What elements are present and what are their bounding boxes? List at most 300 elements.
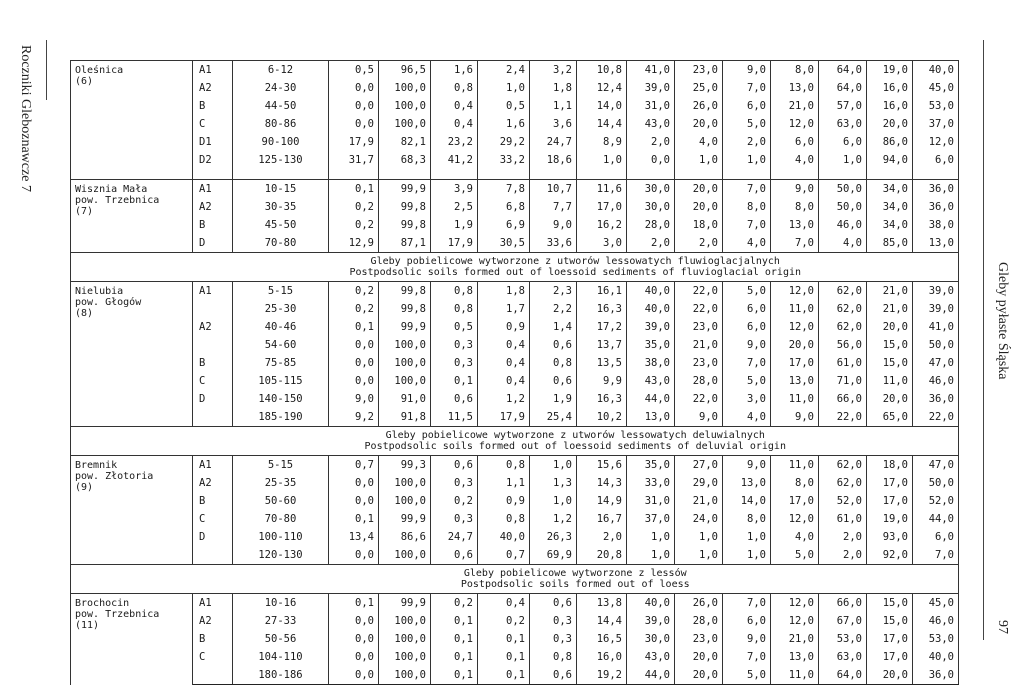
value-cell: 11,0 <box>867 372 913 390</box>
value-cell: 0,6 <box>431 390 478 408</box>
value-cell: 64,0 <box>819 666 867 685</box>
value-cell: 6,0 <box>913 151 959 169</box>
value-cell: 96,5 <box>379 61 431 80</box>
value-cell: 1,8 <box>478 282 530 301</box>
value-cell: 3,2 <box>530 61 577 80</box>
value-cell: 0,0 <box>329 666 379 685</box>
table-row <box>71 648 959 666</box>
value-cell: 0,3 <box>530 612 577 630</box>
value-cell: 0,1 <box>478 648 530 666</box>
section-header-row <box>71 427 959 456</box>
depth-cell: 180-186 <box>233 666 329 685</box>
location-cell <box>71 180 193 253</box>
value-cell: 15,0 <box>867 612 913 630</box>
location-name: Brochocin <box>75 598 130 609</box>
value-cell: 11,0 <box>771 666 819 685</box>
value-cell: 69,9 <box>530 546 577 565</box>
value-cell: 9,0 <box>329 390 379 408</box>
table-row <box>71 300 959 318</box>
value-cell: 43,0 <box>627 372 675 390</box>
spacer-cell <box>530 169 577 180</box>
value-cell: 40,0 <box>627 282 675 301</box>
value-cell: 0,4 <box>431 97 478 115</box>
value-cell: 99,9 <box>379 594 431 613</box>
value-cell: 0,8 <box>431 79 478 97</box>
value-cell: 0,0 <box>329 115 379 133</box>
value-cell: 7,0 <box>723 180 771 199</box>
value-cell: 12,9 <box>329 234 379 253</box>
value-cell: 0,8 <box>530 354 577 372</box>
value-cell: 17,0 <box>867 648 913 666</box>
value-cell: 16,7 <box>577 510 627 528</box>
value-cell: 1,6 <box>478 115 530 133</box>
value-cell: 0,2 <box>431 492 478 510</box>
value-cell: 0,0 <box>329 612 379 630</box>
value-cell: 27,0 <box>675 456 723 475</box>
value-cell: 7,0 <box>723 216 771 234</box>
value-cell: 53,0 <box>913 97 959 115</box>
value-cell: 23,0 <box>675 354 723 372</box>
value-cell: 20,8 <box>577 546 627 565</box>
value-cell: 15,0 <box>867 354 913 372</box>
value-cell: 1,0 <box>675 528 723 546</box>
value-cell: 10,2 <box>577 408 627 427</box>
value-cell: 18,0 <box>867 456 913 475</box>
value-cell: 0,1 <box>478 630 530 648</box>
value-cell: 1,0 <box>675 546 723 565</box>
value-cell: 91,8 <box>379 408 431 427</box>
value-cell: 43,0 <box>627 648 675 666</box>
value-cell: 13,5 <box>577 354 627 372</box>
value-cell: 0,5 <box>478 97 530 115</box>
table-row <box>71 612 959 630</box>
value-cell: 0,6 <box>530 372 577 390</box>
value-cell: 56,0 <box>819 336 867 354</box>
value-cell: 11,0 <box>771 456 819 475</box>
horizon-cell: A1 <box>193 61 233 80</box>
value-cell: 24,7 <box>530 133 577 151</box>
value-cell: 99,9 <box>379 180 431 199</box>
value-cell: 6,9 <box>478 216 530 234</box>
value-cell: 0,1 <box>478 666 530 685</box>
value-cell: 17,9 <box>329 133 379 151</box>
table-row <box>71 528 959 546</box>
value-cell: 23,0 <box>675 318 723 336</box>
value-cell: 1,9 <box>431 216 478 234</box>
value-cell: 21,0 <box>771 97 819 115</box>
value-cell: 16,2 <box>577 216 627 234</box>
value-cell: 99,3 <box>379 456 431 475</box>
value-cell: 17,0 <box>771 492 819 510</box>
location-number: (7) <box>75 206 94 217</box>
value-cell: 1,7 <box>478 300 530 318</box>
section-spacer-cell <box>71 427 193 456</box>
depth-cell: 27-33 <box>233 612 329 630</box>
value-cell: 2,0 <box>819 546 867 565</box>
value-cell: 0,3 <box>431 354 478 372</box>
depth-cell: 125-130 <box>233 151 329 169</box>
depth-cell: 105-115 <box>233 372 329 390</box>
value-cell: 93,0 <box>867 528 913 546</box>
value-cell: 36,0 <box>913 666 959 685</box>
value-cell: 100,0 <box>379 115 431 133</box>
value-cell: 17,0 <box>867 474 913 492</box>
spacer-cell <box>627 169 675 180</box>
value-cell: 21,0 <box>675 336 723 354</box>
value-cell: 61,0 <box>819 510 867 528</box>
value-cell: 0,2 <box>329 282 379 301</box>
depth-cell: 40-46 <box>233 318 329 336</box>
spacer-cell <box>771 169 819 180</box>
value-cell: 44,0 <box>913 510 959 528</box>
horizon-cell: B <box>193 630 233 648</box>
value-cell: 36,0 <box>913 198 959 216</box>
value-cell: 0,5 <box>431 318 478 336</box>
value-cell: 1,0 <box>627 546 675 565</box>
value-cell: 4,0 <box>723 408 771 427</box>
value-cell: 0,1 <box>431 372 478 390</box>
depth-cell: 6-12 <box>233 61 329 80</box>
value-cell: 7,0 <box>723 354 771 372</box>
section-title-pl: Gleby pobielicowe wytworzone z utworów lessowatych fluwioglacjalnych <box>370 256 780 267</box>
value-cell: 5,0 <box>723 115 771 133</box>
section-title-pl: Gleby pobielicowe wytworzone z utworów lessowatych deluwialnych <box>385 430 765 441</box>
running-head-left: Roczniki Gleboznawcze 7 <box>18 45 33 192</box>
value-cell: 6,0 <box>913 528 959 546</box>
value-cell: 50,0 <box>819 180 867 199</box>
horizon-cell: A2 <box>193 318 233 336</box>
value-cell: 64,0 <box>819 79 867 97</box>
value-cell: 30,0 <box>627 180 675 199</box>
horizon-cell: B <box>193 492 233 510</box>
depth-cell: 185-190 <box>233 408 329 427</box>
horizon-cell: D <box>193 234 233 253</box>
location-number: (8) <box>75 308 94 319</box>
value-cell: 16,1 <box>577 282 627 301</box>
depth-cell: 24-30 <box>233 79 329 97</box>
value-cell: 0,6 <box>530 336 577 354</box>
value-cell: 17,2 <box>577 318 627 336</box>
depth-cell: 104-110 <box>233 648 329 666</box>
depth-cell: 80-86 <box>233 115 329 133</box>
location-number: (9) <box>75 482 94 493</box>
horizon-cell: C <box>193 510 233 528</box>
value-cell: 28,0 <box>627 216 675 234</box>
value-cell: 0,8 <box>478 510 530 528</box>
value-cell: 11,0 <box>771 300 819 318</box>
value-cell: 12,0 <box>771 318 819 336</box>
value-cell: 9,0 <box>723 630 771 648</box>
value-cell: 47,0 <box>913 456 959 475</box>
spacer-cell <box>193 169 233 180</box>
value-cell: 14,0 <box>577 97 627 115</box>
value-cell: 1,0 <box>723 546 771 565</box>
section-header-row <box>71 253 959 282</box>
value-cell: 0,8 <box>478 456 530 475</box>
value-cell: 20,0 <box>867 390 913 408</box>
table-row <box>71 336 959 354</box>
location-county: pow. Trzebnica <box>75 609 160 620</box>
section-header <box>193 253 959 282</box>
value-cell: 66,0 <box>819 390 867 408</box>
table-row <box>71 61 959 80</box>
value-cell: 7,7 <box>530 198 577 216</box>
value-cell: 1,3 <box>530 474 577 492</box>
depth-cell: 54-60 <box>233 336 329 354</box>
horizon-cell: A2 <box>193 79 233 97</box>
value-cell: 1,0 <box>530 456 577 475</box>
value-cell: 12,0 <box>771 594 819 613</box>
value-cell: 66,0 <box>819 594 867 613</box>
value-cell: 14,3 <box>577 474 627 492</box>
table-row <box>71 372 959 390</box>
value-cell: 0,0 <box>329 372 379 390</box>
value-cell: 19,2 <box>577 666 627 685</box>
value-cell: 21,0 <box>867 282 913 301</box>
value-cell: 33,0 <box>627 474 675 492</box>
value-cell: 16,0 <box>867 97 913 115</box>
spacer-cell <box>723 169 771 180</box>
value-cell: 82,1 <box>379 133 431 151</box>
value-cell: 28,0 <box>675 612 723 630</box>
value-cell: 0,0 <box>329 648 379 666</box>
value-cell: 24,7 <box>431 528 478 546</box>
value-cell: 1,0 <box>530 492 577 510</box>
value-cell: 20,0 <box>675 648 723 666</box>
value-cell: 21,0 <box>675 492 723 510</box>
depth-cell: 90-100 <box>233 133 329 151</box>
table-row <box>71 198 959 216</box>
value-cell: 2,2 <box>530 300 577 318</box>
value-cell: 6,0 <box>771 133 819 151</box>
value-cell: 100,0 <box>379 612 431 630</box>
value-cell: 4,0 <box>723 234 771 253</box>
horizon-cell <box>193 300 233 318</box>
value-cell: 11,5 <box>431 408 478 427</box>
value-cell: 5,0 <box>723 666 771 685</box>
horizon-cell: D <box>193 528 233 546</box>
value-cell: 2,0 <box>723 133 771 151</box>
value-cell: 22,0 <box>913 408 959 427</box>
horizon-cell: D <box>193 390 233 408</box>
value-cell: 0,0 <box>329 336 379 354</box>
value-cell: 1,0 <box>723 528 771 546</box>
value-cell: 9,0 <box>771 408 819 427</box>
value-cell: 20,0 <box>867 666 913 685</box>
value-cell: 0,2 <box>329 216 379 234</box>
value-cell: 40,0 <box>478 528 530 546</box>
value-cell: 1,0 <box>478 79 530 97</box>
value-cell: 13,0 <box>723 474 771 492</box>
value-cell: 0,1 <box>329 180 379 199</box>
value-cell: 52,0 <box>913 492 959 510</box>
value-cell: 62,0 <box>819 300 867 318</box>
value-cell: 31,0 <box>627 97 675 115</box>
value-cell: 53,0 <box>913 630 959 648</box>
value-cell: 7,0 <box>723 594 771 613</box>
value-cell: 100,0 <box>379 79 431 97</box>
value-cell: 62,0 <box>819 456 867 475</box>
horizon-cell <box>193 666 233 685</box>
table-row <box>71 151 959 169</box>
value-cell: 0,4 <box>478 336 530 354</box>
location-number: (6) <box>75 76 94 87</box>
location-name: Oleśnica <box>75 65 124 76</box>
value-cell: 12,0 <box>771 510 819 528</box>
value-cell: 87,1 <box>379 234 431 253</box>
value-cell: 0,0 <box>627 151 675 169</box>
value-cell: 12,0 <box>771 115 819 133</box>
value-cell: 1,1 <box>478 474 530 492</box>
value-cell: 0,0 <box>329 97 379 115</box>
value-cell: 16,3 <box>577 390 627 408</box>
value-cell: 62,0 <box>819 318 867 336</box>
value-cell: 40,0 <box>627 594 675 613</box>
value-cell: 9,0 <box>723 456 771 475</box>
value-cell: 44,0 <box>627 390 675 408</box>
value-cell: 34,0 <box>867 216 913 234</box>
value-cell: 44,0 <box>627 666 675 685</box>
spacer-cell <box>71 169 193 180</box>
section-header <box>193 565 959 594</box>
value-cell: 1,2 <box>478 390 530 408</box>
depth-cell: 25-35 <box>233 474 329 492</box>
value-cell: 22,0 <box>819 408 867 427</box>
section-spacer-cell <box>71 565 193 594</box>
horizon-cell: D1 <box>193 133 233 151</box>
value-cell: 86,6 <box>379 528 431 546</box>
value-cell: 25,4 <box>530 408 577 427</box>
depth-cell: 100-110 <box>233 528 329 546</box>
value-cell: 6,8 <box>478 198 530 216</box>
spacer-cell <box>675 169 723 180</box>
value-cell: 0,4 <box>478 594 530 613</box>
spacer-cell <box>819 169 867 180</box>
value-cell: 24,0 <box>675 510 723 528</box>
value-cell: 38,0 <box>913 216 959 234</box>
depth-cell: 120-130 <box>233 546 329 565</box>
value-cell: 53,0 <box>819 630 867 648</box>
value-cell: 21,0 <box>867 300 913 318</box>
value-cell: 8,0 <box>771 61 819 80</box>
spacer-cell <box>867 169 913 180</box>
value-cell: 1,1 <box>530 97 577 115</box>
table-row <box>71 510 959 528</box>
section-title-en: Postpodsolic soils formed out of loessoid sediments of fluvioglacial origin <box>349 267 802 278</box>
value-cell: 0,1 <box>431 630 478 648</box>
value-cell: 0,1 <box>329 318 379 336</box>
table-row <box>71 630 959 648</box>
spacer-cell <box>329 169 379 180</box>
value-cell: 23,0 <box>675 61 723 80</box>
value-cell: 17,9 <box>478 408 530 427</box>
value-cell: 6,0 <box>723 612 771 630</box>
table-row <box>71 594 959 613</box>
location-name: Nielubia <box>75 286 124 297</box>
value-cell: 39,0 <box>627 79 675 97</box>
value-cell: 85,0 <box>867 234 913 253</box>
value-cell: 2,0 <box>577 528 627 546</box>
horizon-cell: B <box>193 354 233 372</box>
value-cell: 0,8 <box>431 300 478 318</box>
value-cell: 0,0 <box>329 354 379 372</box>
value-cell: 4,0 <box>771 528 819 546</box>
value-cell: 28,0 <box>675 372 723 390</box>
value-cell: 2,0 <box>627 234 675 253</box>
value-cell: 0,6 <box>431 456 478 475</box>
value-cell: 13,0 <box>913 234 959 253</box>
table-row <box>71 216 959 234</box>
value-cell: 8,0 <box>723 510 771 528</box>
value-cell: 30,0 <box>627 630 675 648</box>
value-cell: 0,2 <box>431 594 478 613</box>
value-cell: 22,0 <box>675 282 723 301</box>
value-cell: 22,0 <box>675 300 723 318</box>
value-cell: 1,6 <box>431 61 478 80</box>
depth-cell: 5-15 <box>233 282 329 301</box>
value-cell: 0,1 <box>329 594 379 613</box>
value-cell: 12,0 <box>913 133 959 151</box>
value-cell: 0,2 <box>329 198 379 216</box>
value-cell: 100,0 <box>379 372 431 390</box>
table-row <box>71 282 959 301</box>
value-cell: 19,0 <box>867 61 913 80</box>
value-cell: 13,0 <box>771 372 819 390</box>
value-cell: 3,6 <box>530 115 577 133</box>
value-cell: 33,6 <box>530 234 577 253</box>
depth-cell: 45-50 <box>233 216 329 234</box>
value-cell: 1,0 <box>627 528 675 546</box>
value-cell: 100,0 <box>379 336 431 354</box>
section-title-pl: Gleby pobielicowe wytworzone z lessów <box>463 568 687 579</box>
value-cell: 29,2 <box>478 133 530 151</box>
value-cell: 29,0 <box>675 474 723 492</box>
value-cell: 7,0 <box>723 79 771 97</box>
table-row <box>71 115 959 133</box>
spacer-cell <box>233 169 329 180</box>
table-row <box>71 354 959 372</box>
value-cell: 18,6 <box>530 151 577 169</box>
table-row <box>71 133 959 151</box>
value-cell: 4,0 <box>675 133 723 151</box>
value-cell: 22,0 <box>675 390 723 408</box>
value-cell: 99,9 <box>379 318 431 336</box>
value-cell: 2,5 <box>431 198 478 216</box>
value-cell: 2,4 <box>478 61 530 80</box>
value-cell: 14,0 <box>723 492 771 510</box>
value-cell: 2,0 <box>627 133 675 151</box>
value-cell: 9,0 <box>771 180 819 199</box>
value-cell: 11,6 <box>577 180 627 199</box>
depth-cell: 75-85 <box>233 354 329 372</box>
value-cell: 2,3 <box>530 282 577 301</box>
value-cell: 0,3 <box>431 510 478 528</box>
value-cell: 20,0 <box>675 198 723 216</box>
value-cell: 8,0 <box>771 198 819 216</box>
value-cell: 20,0 <box>675 115 723 133</box>
value-cell: 40,0 <box>627 300 675 318</box>
value-cell: 17,0 <box>867 630 913 648</box>
value-cell: 17,0 <box>577 198 627 216</box>
table-row <box>71 390 959 408</box>
spacer-cell <box>431 169 478 180</box>
value-cell: 100,0 <box>379 97 431 115</box>
value-cell: 0,4 <box>478 354 530 372</box>
value-cell: 35,0 <box>627 336 675 354</box>
value-cell: 25,0 <box>675 79 723 97</box>
value-cell: 7,8 <box>478 180 530 199</box>
location-cell <box>71 594 193 685</box>
